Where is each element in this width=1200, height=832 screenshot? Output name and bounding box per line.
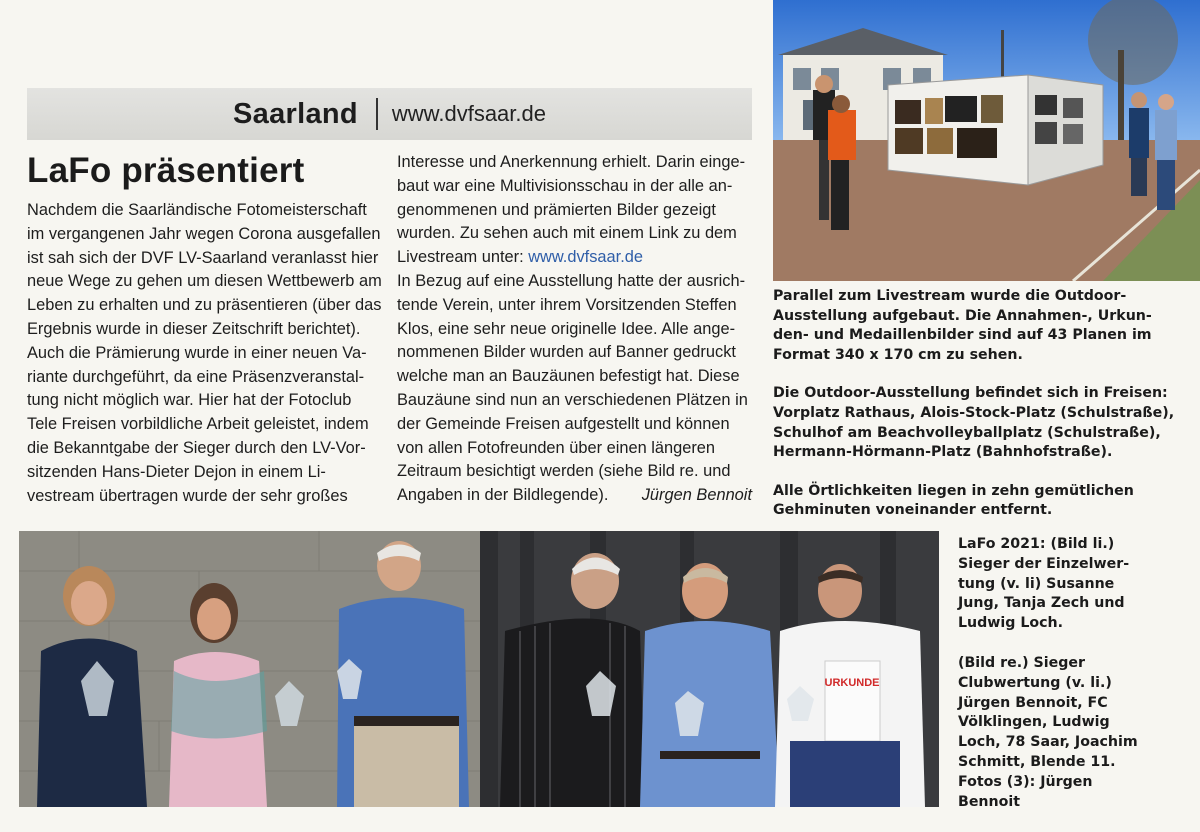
caption-paragraph-3 [773, 482, 1183, 521]
caption-line: Vorplatz Rathaus, Alois-Stock-Platz (Schulstraße), [773, 404, 1175, 421]
individual-winners-photo [19, 531, 480, 807]
caption-line: Die Outdoor-Ausstellung befindet sich in Freisen: [773, 385, 1168, 402]
article-last-line [397, 484, 752, 508]
body-text-line: tende Verein, unter ihrem Vorsitzenden Steffen [397, 295, 737, 314]
livestream-link[interactable]: www.dvfsaar.de [528, 248, 643, 267]
caption-line: Schmitt, Blende 11. [958, 753, 1116, 770]
caption-line: LaFo 2021: (Bild li.) [958, 536, 1115, 552]
body-text-line: Interesse und Anerkennung erhielt. Darin einge- [397, 153, 746, 171]
body-text-line: neue Wege zu gehen um diesen Wettbewerb am [27, 272, 382, 291]
club-winners-photo [480, 531, 939, 807]
caption-side-paragraph-1 [958, 535, 1194, 634]
caption-line: Fotos (3): Jürgen [958, 773, 1093, 790]
body-text-line: genommenen und prämierten Bilder gezeigt [397, 200, 716, 219]
caption-line: den- und Medaillenbilder sind auf 43 Planen im [773, 327, 1152, 344]
body-text-line: Auch die Prämierung wurde in einer neuen Va- [27, 343, 367, 362]
exhibition-caption [773, 287, 1183, 540]
caption-line: Bennoit [958, 793, 1021, 810]
caption-line: Loch, 78 Saar, Joachim [958, 734, 1138, 751]
caption-line: (Bild re.) Sieger [958, 654, 1086, 671]
caption-line: Jung, Tanja Zech und [958, 595, 1125, 612]
caption-line: Völklingen, Ludwig [958, 714, 1110, 731]
body-text-line: tung nicht möglich war. Hier hat der Fotoclub [27, 391, 352, 410]
body-text-line: sitzenden Hans-Dieter Dejon in einem Li- [27, 462, 326, 481]
caption-line: Ausstellung aufgebaut. Die Annahmen-, Urkun- [773, 307, 1152, 324]
winners-caption [958, 535, 1194, 832]
body-text-line: die Bekanntgabe der Sieger durch den LV-Vor- [27, 438, 366, 457]
article-column-2 [397, 151, 752, 508]
body-text-line: Nachdem die Saarländische Fotomeisterschaft [27, 201, 367, 219]
body-text-line: Klos, eine sehr neue originelle Idee. Alle ange- [397, 319, 736, 338]
caption-line: Sieger der Einzelwer- [958, 555, 1130, 572]
body-text-line: riante durchgeführt, da eine Präsenzveranstal- [27, 367, 365, 386]
section-url: www.dvfsaar.de [391, 101, 546, 126]
body-text-line: Bauzäune sind nun an verschiedenen Plätzen in [397, 390, 748, 409]
caption-line: Format 340 x 170 cm zu sehen. [773, 346, 1023, 363]
body-text-line: Ergebnis wurde in dieser Zeitschrift berichtet). [27, 319, 361, 338]
article-last-text: Angaben in der Bildlegende). [397, 486, 609, 505]
livestream-line [397, 246, 752, 270]
section-region: Saarland [233, 97, 358, 130]
body-text-line: Tele Freisen vorbildliche Arbeit geleistet, indem [27, 415, 369, 434]
certificate-label: URKUNDE [824, 677, 880, 689]
section-header [27, 88, 752, 140]
livestream-prefix: Livestream unter: [397, 248, 529, 267]
caption-line: Ludwig Loch. [958, 615, 1064, 632]
body-text-line: baut war eine Multivisionsschau in der alle an- [397, 176, 733, 195]
caption-line: Jürgen Bennoit, FC [958, 694, 1108, 711]
caption-line: tung (v. li) Susanne [958, 575, 1115, 592]
body-text-line: ist sah sich der DVF LV-Saarland veranlasst hier [27, 248, 379, 267]
caption-line: Gehminuten voneinander entfernt. [773, 502, 1053, 519]
outdoor-exhibition-photo [773, 0, 1200, 281]
article-column-1 [27, 199, 382, 508]
caption-line: Hermann-Hörmann-Platz (Bahnhofstraße). [773, 444, 1113, 461]
caption-paragraph-2 [773, 384, 1183, 462]
caption-paragraph-1 [773, 287, 1183, 365]
caption-line: Alle Örtlichkeiten liegen in zehn gemütlichen [773, 482, 1134, 499]
body-text-line: vestream übertragen wurde der sehr großes [27, 486, 348, 505]
body-text-line: Zeitraum besichtigt werden (siehe Bild re. und [397, 462, 731, 481]
caption-line: Clubwertung (v. li.) [958, 674, 1112, 691]
body-text-line: In Bezug auf eine Ausstellung hatte der ausrich- [397, 271, 746, 290]
body-text-line: der Gemeinde Freisen aufgestellt und können [397, 414, 730, 433]
body-text-line: im vergangenen Jahr wegen Corona ausgefallen [27, 224, 381, 243]
caption-line: Schulhof am Beachvolleyballplatz (Schulstraße), [773, 424, 1161, 441]
body-text-line: welche man an Bauzäunen befestigt hat. Diese [397, 367, 740, 386]
caption-line: Parallel zum Livestream wurde die Outdoor- [773, 288, 1127, 304]
body-text-line: wurden. Zu sehen auch mit einem Link zu dem [397, 224, 737, 243]
header-divider [376, 98, 378, 130]
body-text-line: nommenen Bilder wurden auf Banner gedruckt [397, 343, 736, 362]
body-text-line: Leben zu erhalten und zu präsentieren (über das [27, 296, 382, 315]
article-title: LaFo präsentiert [27, 151, 305, 190]
body-text-line: von allen Fotofreunden über einen längeren [397, 438, 716, 457]
caption-side-paragraph-2 [958, 654, 1194, 812]
article-author: Jürgen Bennoit [641, 486, 752, 505]
